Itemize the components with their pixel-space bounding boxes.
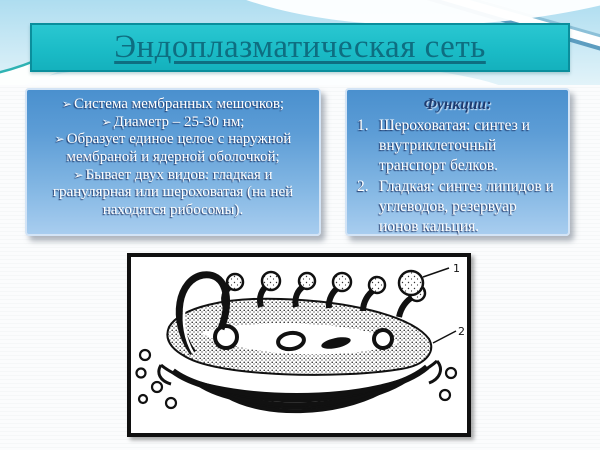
numbered-item	[357, 177, 558, 237]
numbered-item	[357, 116, 558, 176]
item-text: Гладкая: синтез липидов и углеводов, резервуар ионов кальция.	[379, 177, 554, 235]
arrow-bullet-icon: ➢	[101, 114, 112, 129]
er-drawing	[131, 257, 467, 433]
properties-panel	[25, 88, 321, 236]
callout-membrane	[433, 325, 465, 343]
bullet-text: Образует единое целое с наружной мембраной и ядерной оболочкой;	[66, 131, 292, 166]
labeled-vesicle	[399, 271, 423, 295]
bullet-item	[35, 114, 311, 132]
figure-label-2: 2	[458, 325, 465, 338]
er-central-mass	[167, 299, 431, 375]
arrow-bullet-icon: ➢	[61, 97, 72, 111]
bullet-item	[35, 131, 311, 166]
free-vesicles-right	[440, 368, 456, 400]
label-1-line	[423, 268, 449, 277]
slide-title: Эндоплазматическая сеть	[114, 29, 486, 65]
item-text: Шероховатая: синтез и внутриклеточный транспорт белков.	[379, 117, 530, 175]
bullet-text: Бывает двух видов: гладкая и гранулярная или шероховатая (на ней находятся рибосомы).	[52, 166, 294, 219]
arrow-bullet-icon: ➢	[54, 132, 65, 147]
free-vesicles-left	[137, 350, 177, 408]
item-number: 2.	[357, 177, 369, 195]
functions-panel	[345, 88, 570, 236]
item-number: 1.	[357, 117, 369, 135]
arrow-bullet-icon: ➢	[73, 167, 84, 182]
label-2-line	[433, 331, 456, 343]
bullet-text: Диаметр – 25-30 нм;	[113, 113, 245, 130]
bullet-item	[35, 167, 311, 220]
bullet-item	[35, 96, 311, 114]
functions-heading: Функции:	[423, 96, 492, 113]
title-banner	[30, 23, 570, 72]
er-illustration-frame	[127, 253, 471, 437]
bullet-text: Система мембранных мешочков;	[73, 96, 285, 112]
figure-label-1: 1	[453, 262, 460, 275]
callout-vesicle	[399, 262, 460, 295]
